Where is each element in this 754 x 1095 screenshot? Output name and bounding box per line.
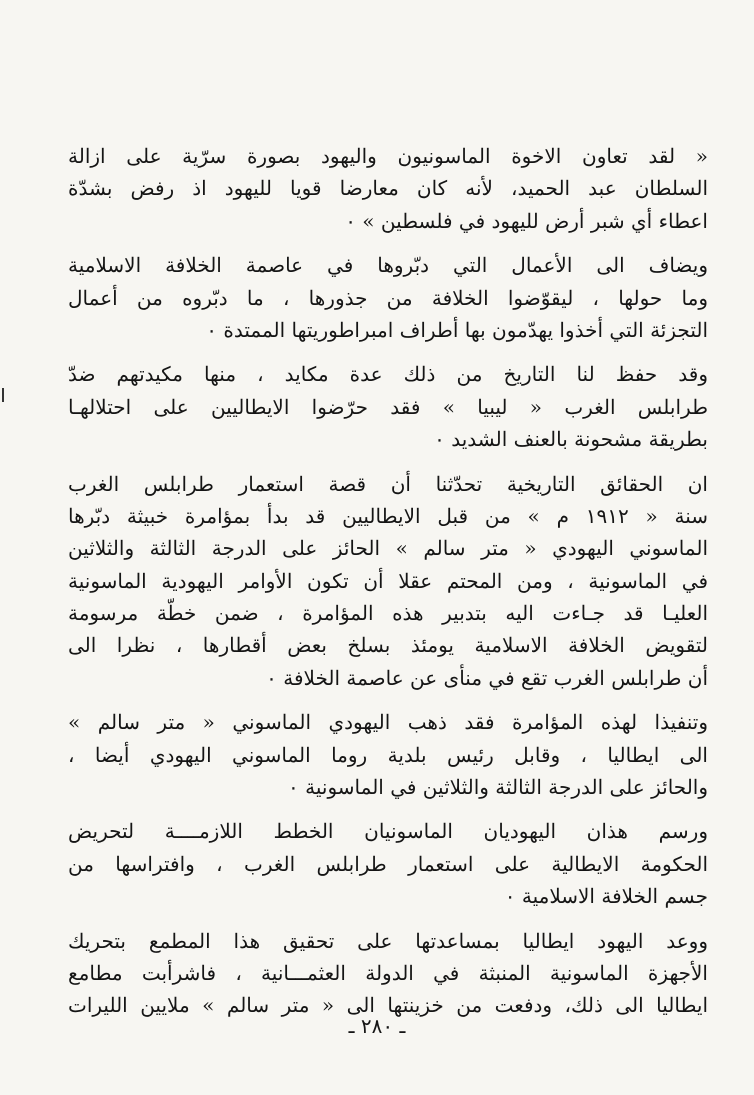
text-line: ويضاف الى الأعمال التي دبّروها في عاصمة الخلافة الاسلامية	[68, 253, 708, 278]
text-line: سنة « ١٩١٢ م » من قبل الايطاليين قد بدأ بمؤامرة خبيثة دبّرها	[68, 503, 709, 528]
text-line: في الماسونية ، ومن المحتم عقلا أن تكون الأوامر اليهودية الماسونية	[68, 568, 708, 593]
text-line: الحكومة الايطالية على استعمار طرابلس الغرب ، وافتراسها من	[68, 851, 708, 876]
text-line: الى ايطاليا ، وقابل رئيس بلدية روما الماسوني اليهودي أيضا ،	[68, 742, 708, 767]
text-line: « لقد تعاون الاخوة الماسونيون واليهود بصورة سرّية على ازالة	[68, 144, 708, 168]
text-line: العليـا قد جـاءت اليه بتدبير هذه المؤامرة ، ضمن خطّة مرسومة	[68, 601, 708, 626]
paragraph-3	[68, 358, 708, 455]
text-line: الماسوني اليهودي « متر سالم » الحائز على الدرجة الثالثة والثلاثين	[68, 536, 708, 561]
paragraph-1	[68, 140, 708, 237]
paragraph-7	[68, 925, 708, 1022]
body-text	[68, 140, 708, 1034]
text-line: وقد حفظ لنا التاريخ من ذلك عدة مكايد ، منها مكيدتهم ضدّ	[68, 362, 708, 387]
paragraph-4	[68, 468, 708, 695]
text-line: ووعد اليهود ايطاليا بمساعدتها على تحقيق هذا المطمع بتحريك	[68, 928, 708, 953]
paragraph-2	[68, 249, 708, 346]
text-line: لتقويض الخلافة الاسلامية يومئذ بسلخ بعض أقطارها ، نظرا الى	[68, 633, 708, 658]
text-line: السلطان عبد الحميد، لأنه كان معارضا قويا لليهود اذ رفض بشدّة	[68, 176, 708, 201]
text-line: جسم الخلافة الاسلامية ٠	[504, 884, 708, 909]
text-line: ان الحقائق التاريخية تحدّثنا أن قصة استعمار طرابلس الغرب	[68, 471, 708, 496]
paragraph-5	[68, 706, 708, 803]
text-line: طرابلس الغرب « ليبيا » فقد حرّضوا الايطاليين على احتلالهـا	[68, 394, 708, 419]
text-line: والحائز على الدرجة الثالثة والثلاثين في الماسونية ٠	[288, 775, 708, 800]
page-number: ـ ٢٨٠ ـ	[348, 1014, 406, 1038]
text-line: بطريقة مشحونة بالعنف الشديد ٠	[434, 427, 708, 452]
text-line: أن طرابلس الغرب تقع في منأى عن عاصمة الخلافة ٠	[266, 665, 708, 690]
text-line: اعطاء أي شبر أرض لليهود في فلسطين » ٠	[345, 208, 708, 233]
text-line: ايطاليا الى ذلك، ودفعت من خزينتها الى « متر سالم » ملايين الليرات	[68, 993, 708, 1018]
paragraph-6	[68, 815, 708, 912]
text-line: وتنفيذا لهذه المؤامرة فقد ذهب اليهودي الماسوني « متر سالم »	[68, 710, 708, 735]
text-line: ورسم هذان اليهوديان الماسونيان الخطط اللازمــــة لتحريض	[68, 819, 708, 844]
margin-mark	[2, 388, 4, 402]
text-line: وما حولها ، ليقوّضوا الخلافة من جذورها ، ما دبّروه من أعمال	[68, 285, 708, 310]
text-line: التجزئة التي أخذوا يهدّمون بها أطراف امبراطوريتها الممتدة ٠	[206, 317, 708, 342]
text-line: الأجهزة الماسونية المنبثة في الدولة العثمـــانية ، فاشرأبت مطامع	[68, 960, 708, 985]
